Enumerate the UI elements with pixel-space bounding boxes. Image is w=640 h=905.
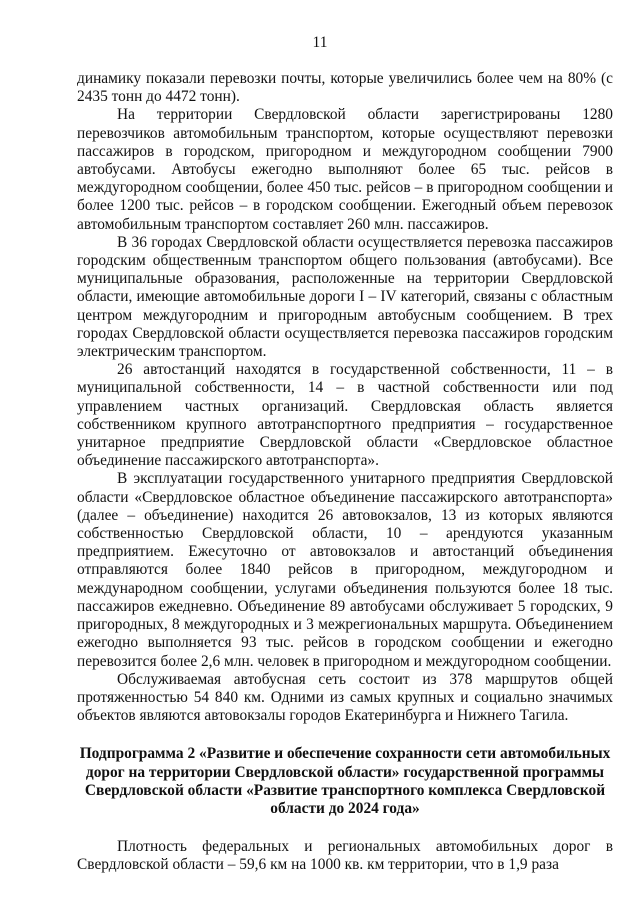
document-body: [77, 70, 613, 875]
paragraph-carriers: На территории Свердловской области зарегистрированы 1280 перевозчиков автомобильным транспортом, которые осуществляют перевозки пассажиров в городском, пригородном и междугородном сообщении 7900 автобусами. Автобусы ежегодно выполняют более 65 тыс. рейсов в междугородном сообщении, более 450 тыс. рейсов – в пригородном сообщении и более 1200 тыс. рейсов – в городском сообщении. Ежегодный объем перевозок автомобильным транспортом составляет 260 млн. пассажиров.: [77, 106, 613, 233]
paragraph-bus-stations: 26 автостанций находятся в государственной собственности, 11 – в муниципальной собственности, 14 – в частной собственности или под управлением частных организаций. Свердловская область является собственником крупного автотранспортного предприятия – государственное унитарное предприятие Свердловской области «Свердловское областное объединение пассажирского автотранспорта».: [77, 361, 613, 470]
paragraph-bus-network: Обслуживаемая автобусная сеть состоит из 378 маршрутов общей протяженностью 54 840 км. Одними из самых крупных и социально значимых объектов являются автовокзалы городов Екатеринбурга и Нижнего Тагила.: [77, 670, 613, 725]
paragraph-road-density: Плотность федеральных и региональных автомобильных дорог в Свердловской области – 59,6 км на 1000 кв. км территории, что в 1,9 раза: [77, 838, 613, 874]
paragraph-continuation: динамику показали перевозки почты, которые увеличились более чем на 80% (с 2435 тонн до 4472 тонн).: [77, 70, 613, 106]
paragraph-city-transport: В 36 городах Свердловской области осуществляется перевозка пассажиров городским общественным транспортом общего пользования (автобусами). Все муниципальные образования, расположенные на территории Свердловской области, имеющие автомобильные дороги I – IV категорий, связаны с областным центром междугородним и пригородным автобусным сообщением. В трех городах Свердловской области осуществляется перевозка пассажиров городским электрическим транспортом.: [77, 233, 613, 361]
page-number: 11: [312, 34, 328, 51]
paragraph-association: В эксплуатации государственного унитарного предприятия Свердловской области «Свердловское областное объединение пассажирского автотранспорта» (далее – объединение) находится 26 автовокзалов, 13 из которых являются собственностью Свердловской области, 10 – арендуются указанным предприятием. Ежесуточно от автовокзалов и автостанций объединения отправляются более 1840 рейсов в пригородном, междугородном и международном сообщении, услугами объединения пользуются более 18 тыс. пассажиров ежедневно. Объединение 89 автобусами обслуживает 5 городских, 9 пригородных, 8 междугородных и 3 межрегиональных маршрута. Объединением ежегодно выполняется 93 тыс. рейсов в городском сообщении и ежегодно перевозится более 2,6 млн. человек в пригородном и междугородном сообщении.: [77, 470, 613, 670]
subprogram-heading: Подпрограмма 2 «Развитие и обеспечение сохранности сети автомобильных дорог на территории Свердловской области» государственной программы Свердловской области «Развитие транспортного комплекса Свердловской области до 2024 года»: [79, 745, 611, 817]
